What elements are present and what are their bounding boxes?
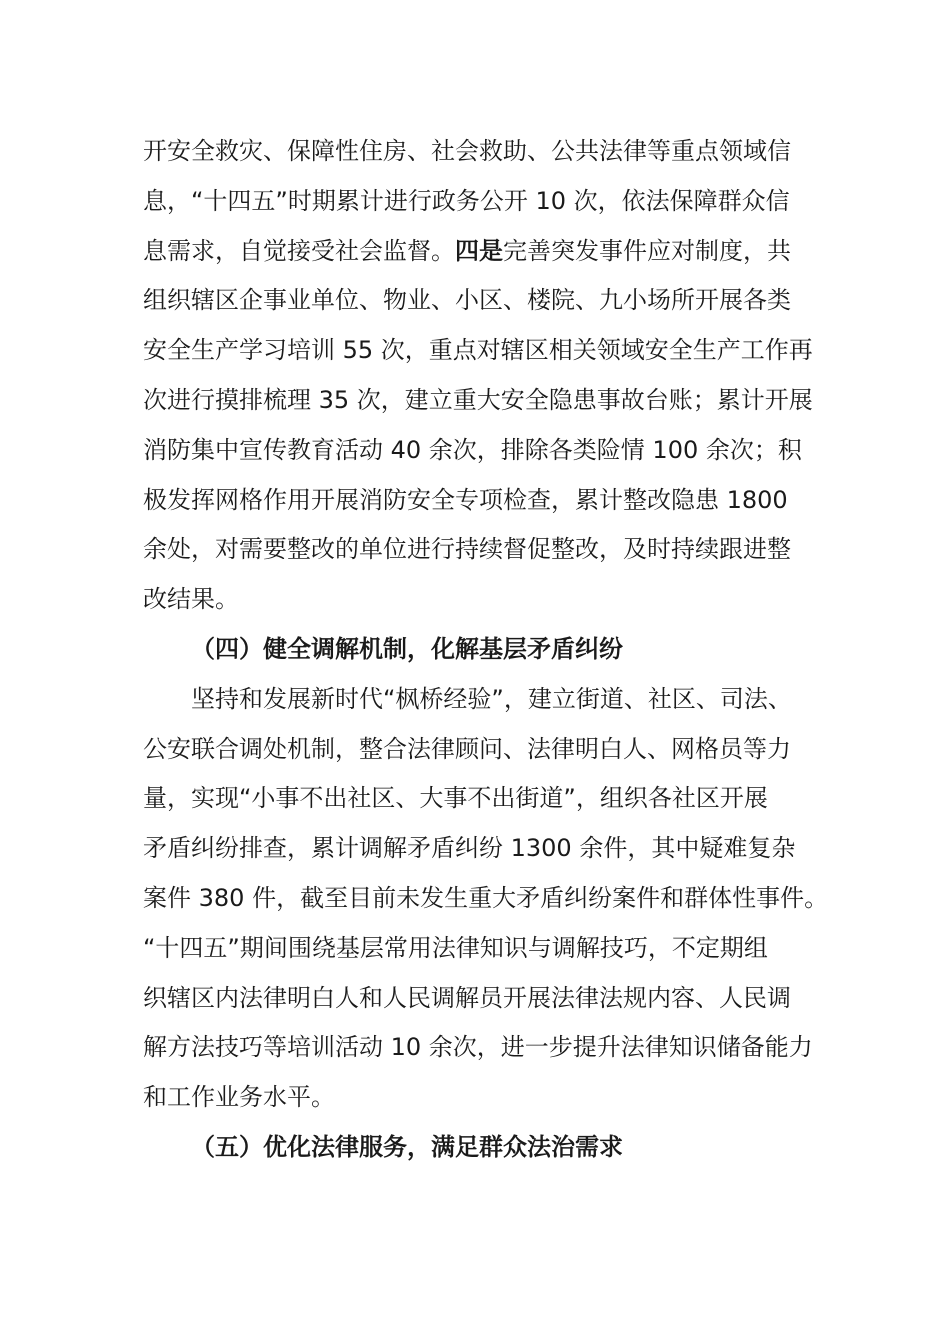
paragraph-text: 完善突发事件应对制度，共 — [503, 236, 791, 265]
paragraph-line: 改结果。 — [143, 585, 239, 614]
paragraph-public-safety — [143, 127, 813, 625]
paragraph-text: 息需求，自觉接受社会监督。 — [143, 236, 455, 265]
paragraph-line: 组织辖区企事业单位、物业、小区、楼院、九小场所开展各类 — [143, 286, 791, 315]
paragraph-line: 公安联合调处机制，整合法律顾问、法律明白人、网格员等力 — [143, 734, 791, 763]
paragraph-line: 量，实现“小事不出社区、大事不出街道”，组织各社区开展 — [143, 784, 768, 813]
paragraph-line: 息，“十四五”时期累计进行政务公开 10 次，依法保障群众信 — [143, 186, 790, 215]
paragraph-line: 和工作业务水平。 — [143, 1083, 335, 1112]
paragraph-line: 安全生产学习培训 55 次，重点对辖区相关领域安全生产工作再 — [143, 336, 813, 365]
section-heading-5: （五）优化法律服务，满足群众法治需求 — [191, 1132, 623, 1161]
section-heading-4: （四）健全调解机制，化解基层矛盾纠纷 — [191, 634, 623, 663]
paragraph-line: 解方法技巧等培训活动 10 余次，进一步提升法律知识储备能力 — [143, 1033, 813, 1062]
document-page — [143, 127, 829, 1173]
paragraph-line: 开安全救灾、保障性住房、社会救助、公共法律等重点领域信 — [143, 137, 791, 165]
paragraph-line: 坚持和发展新时代“枫桥经验”，建立街道、社区、司法、 — [191, 684, 792, 713]
paragraph-line: 矛盾纠纷排查，累计调解矛盾纠纷 1300 余件，其中疑难复杂 — [143, 834, 796, 863]
paragraph-line: 次进行摸排梳理 35 次，建立重大安全隐患事故台账；累计开展 — [143, 385, 813, 414]
paragraph-line: 极发挥网格作用开展消防安全专项检查，累计整改隐患 1800 — [143, 485, 788, 514]
paragraph-mediation — [143, 675, 829, 1123]
paragraph-line: 消防集中宣传教育活动 40 余次，排除各类险情 100 余次；积 — [143, 435, 802, 464]
paragraph-line: 织辖区内法律明白人和人民调解员开展法律法规内容、人民调 — [143, 983, 791, 1012]
paragraph-line: “十四五”期间围绕基层常用法律知识与调解技巧，不定期组 — [143, 933, 768, 962]
paragraph-line: 案件 380 件，截至目前未发生重大矛盾纠纷案件和群体性事件。 — [143, 883, 829, 912]
paragraph-line — [143, 227, 807, 277]
paragraph-line: 余处，对需要整改的单位进行持续督促整改，及时持续跟进整 — [143, 535, 791, 564]
bold-marker: 四是 — [455, 236, 503, 265]
